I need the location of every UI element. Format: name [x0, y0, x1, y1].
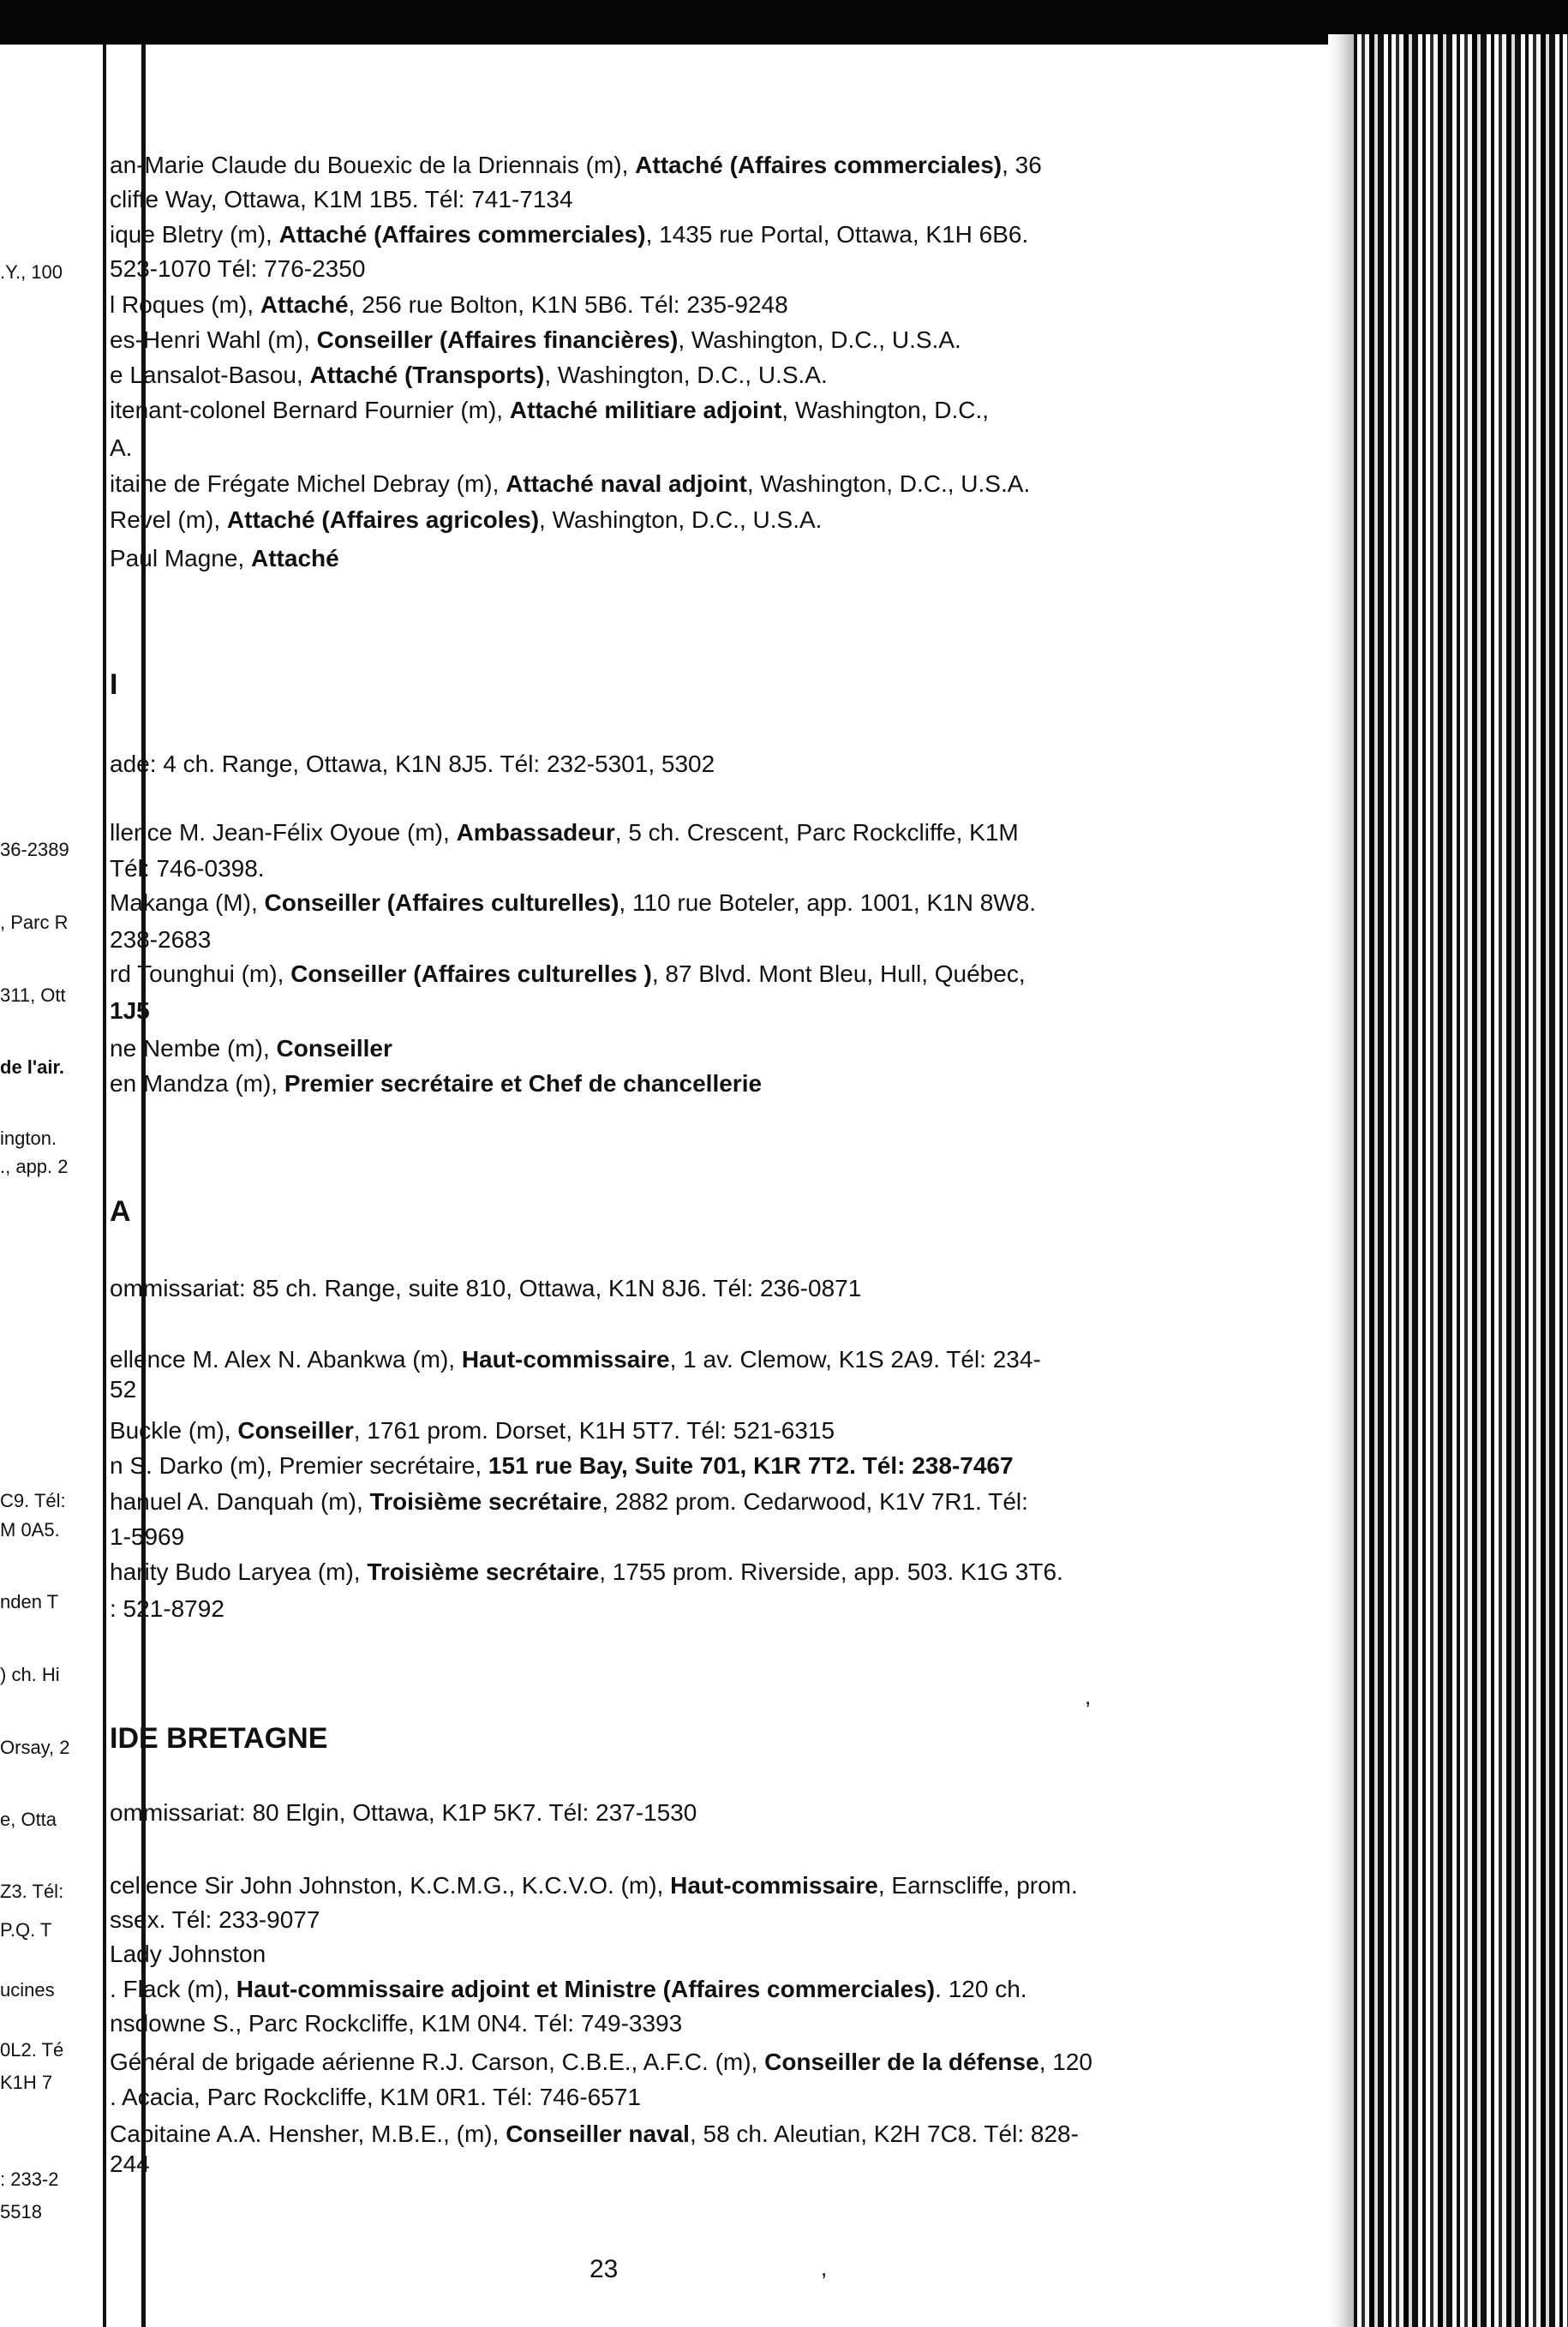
directory-entry: llence M. Jean-Félix Oyoue (m), Ambassadeur, 5 ch. Crescent, Parc Rockcliffe, K1M [110, 819, 1019, 846]
margin-fragment: 36-2389 [0, 839, 69, 860]
page-number: 23 [589, 2255, 619, 2283]
directory-entry: 1J5 [110, 997, 150, 1024]
paste-edge-line [103, 45, 106, 2327]
directory-entry: ique Bletry (m), Attaché (Affaires commerciales), 1435 rue Portal, Ottawa, K1H 6B6. [110, 221, 1029, 248]
directory-entry: . Flack (m), Haut-commissaire adjoint et Ministre (Affaires commerciales). 120 ch. [110, 1976, 1027, 2002]
directory-entry: Buckle (m), Conseiller, 1761 prom. Dorset, K1H 5T7. Tél: 521-6315 [110, 1417, 835, 1444]
directory-entry: 238-2683 [110, 926, 212, 953]
directory-entry: cellence Sir John Johnston, K.C.M.G., K.C.V.O. (m), Haut-commissaire, Earnscliffe, prom. [110, 1872, 1078, 1899]
margin-fragment: nden T [0, 1591, 59, 1612]
directory-entry: Capitaine A.A. Hensher, M.B.E., (m), Conseiller naval, 58 ch. Aleutian, K2H 7C8. Tél: 828- [110, 2121, 1079, 2147]
facing-page-strip [0, 45, 107, 2327]
margin-fragment: e, Otta [0, 1809, 57, 1830]
stray-mark: , [821, 2255, 828, 2281]
margin-fragment: Orsay, 2 [0, 1737, 70, 1758]
directory-entry: Revel (m), Attaché (Affaires agricoles), Washington, D.C., U.S.A. [110, 506, 823, 533]
directory-entry: . Acacia, Parc Rockcliffe, K1M 0R1. Tél: 746-6571 [110, 2084, 641, 2110]
margin-fragment: Z3. Tél: [0, 1881, 64, 1902]
directory-entry: : 521-8792 [110, 1595, 224, 1622]
margin-fragment: 0L2. Té [0, 2039, 64, 2061]
directory-entry: ellence M. Alex N. Abankwa (m), Haut-commissaire, 1 av. Clemow, K1S 2A9. Tél: 234- [110, 1346, 1041, 1373]
margin-fragment: 5518 [0, 2201, 42, 2222]
stray-mark: , [1085, 1684, 1092, 1709]
directory-entry: itenant-colonel Bernard Fournier (m), Attaché militiare adjoint, Washington, D.C., [110, 397, 989, 423]
directory-entry: Lady Johnston [110, 1941, 266, 1967]
book-page-edge [1354, 34, 1568, 2327]
directory-entry: e Lansalot-Basou, Attaché (Transports), Washington, D.C., U.S.A. [110, 362, 828, 388]
margin-fragment: : 233-2 [0, 2168, 59, 2190]
directory-entry: Tél: 746-0398. [110, 855, 265, 882]
directory-entry: ne Nembe (m), Conseiller [110, 1035, 392, 1062]
directory-entry: hanuel A. Danquah (m), Troisième secrétaire, 2882 prom. Cedarwood, K1V 7R1. Tél: [110, 1488, 1028, 1515]
margin-fragment: M 0A5. [0, 1519, 60, 1540]
directory-entry: an-Marie Claude du Bouexic de la Driennais (m), Attaché (Affaires commerciales), 36 [110, 152, 1042, 178]
directory-entry: 1-5969 [110, 1523, 185, 1550]
directory-entry: Makanga (M), Conseiller (Affaires culturelles), 110 rue Boteler, app. 1001, K1N 8W8. [110, 889, 1037, 916]
directory-entry: 523-1070 Tél: 776-2350 [110, 255, 366, 282]
section-heading: A [110, 1195, 131, 1228]
margin-fragment: , Parc R [0, 912, 69, 933]
margin-fragment: C9. Tél: [0, 1490, 66, 1511]
directory-entry: Paul Magne, Attaché [110, 545, 339, 571]
directory-entry: l Roques (m), Attaché, 256 rue Bolton, K1N 5B6. Tél: 235-9248 [110, 291, 788, 318]
margin-fragment: .Y., 100 [0, 261, 63, 283]
directory-entry: es-Henri Wahl (m), Conseiller (Affaires financières), Washington, D.C., U.S.A. [110, 326, 961, 353]
margin-fragment: ) ch. Hi [0, 1664, 60, 1685]
section-heading: I [110, 668, 118, 701]
chancery-address: ommissariat: 85 ch. Range, suite 810, Ottawa, K1N 8J6. Tél: 236-0871 [110, 1275, 862, 1301]
directory-entry: A. [110, 434, 133, 461]
page-gutter-shadow [1328, 34, 1354, 2327]
directory-entry: n S. Darko (m), Premier secrétaire, 151 rue Bay, Suite 701, K1R 7T2. Tél: 238-7467 [110, 1452, 1014, 1479]
directory-entry: en Mandza (m), Premier secrétaire et Chef de chancellerie [110, 1070, 763, 1097]
directory-entry: 52 [110, 1376, 137, 1403]
directory-page [110, 0, 1258, 2327]
chancery-address: ade: 4 ch. Range, Ottawa, K1N 8J5. Tél: 232-5301, 5302 [110, 751, 715, 777]
directory-entry: Général de brigade aérienne R.J. Carson, C.B.E., A.F.C. (m), Conseiller de la défense, 120 [110, 2049, 1092, 2075]
directory-entry: nsdowne S., Parc Rockcliffe, K1M 0N4. Tél: 749-3393 [110, 2010, 683, 2037]
margin-fragment: ., app. 2 [0, 1156, 69, 1177]
margin-fragment: P.Q. T [0, 1919, 52, 1941]
chancery-address: ommissariat: 80 Elgin, Ottawa, K1P 5K7. Tél: 237-1530 [110, 1799, 697, 1826]
margin-fragment: ington. [0, 1128, 57, 1149]
margin-fragment: 311, Ott [0, 984, 66, 1006]
directory-entry: ssex. Tél: 233-9077 [110, 1906, 320, 1933]
directory-entry: rd Tounghui (m), Conseiller (Affaires culturelles ), 87 Blvd. Mont Bleu, Hull, Québec, [110, 960, 1026, 987]
margin-fragment: K1H 7 [0, 2072, 53, 2093]
margin-fragment: de l'air. [0, 1056, 64, 1078]
section-heading: IDE BRETAGNE [110, 1722, 328, 1755]
directory-entry: harity Budo Laryea (m), Troisième secrétaire, 1755 prom. Riverside, app. 503. K1G 3T6. [110, 1558, 1063, 1585]
directory-entry: 244 [110, 2151, 150, 2177]
directory-entry: itaine de Frégate Michel Debray (m), Attaché naval adjoint, Washington, D.C., U.S.A. [110, 470, 1031, 497]
directory-entry: cliffe Way, Ottawa, K1M 1B5. Tél: 741-7134 [110, 186, 573, 212]
margin-fragment: ucines [0, 1979, 55, 2001]
